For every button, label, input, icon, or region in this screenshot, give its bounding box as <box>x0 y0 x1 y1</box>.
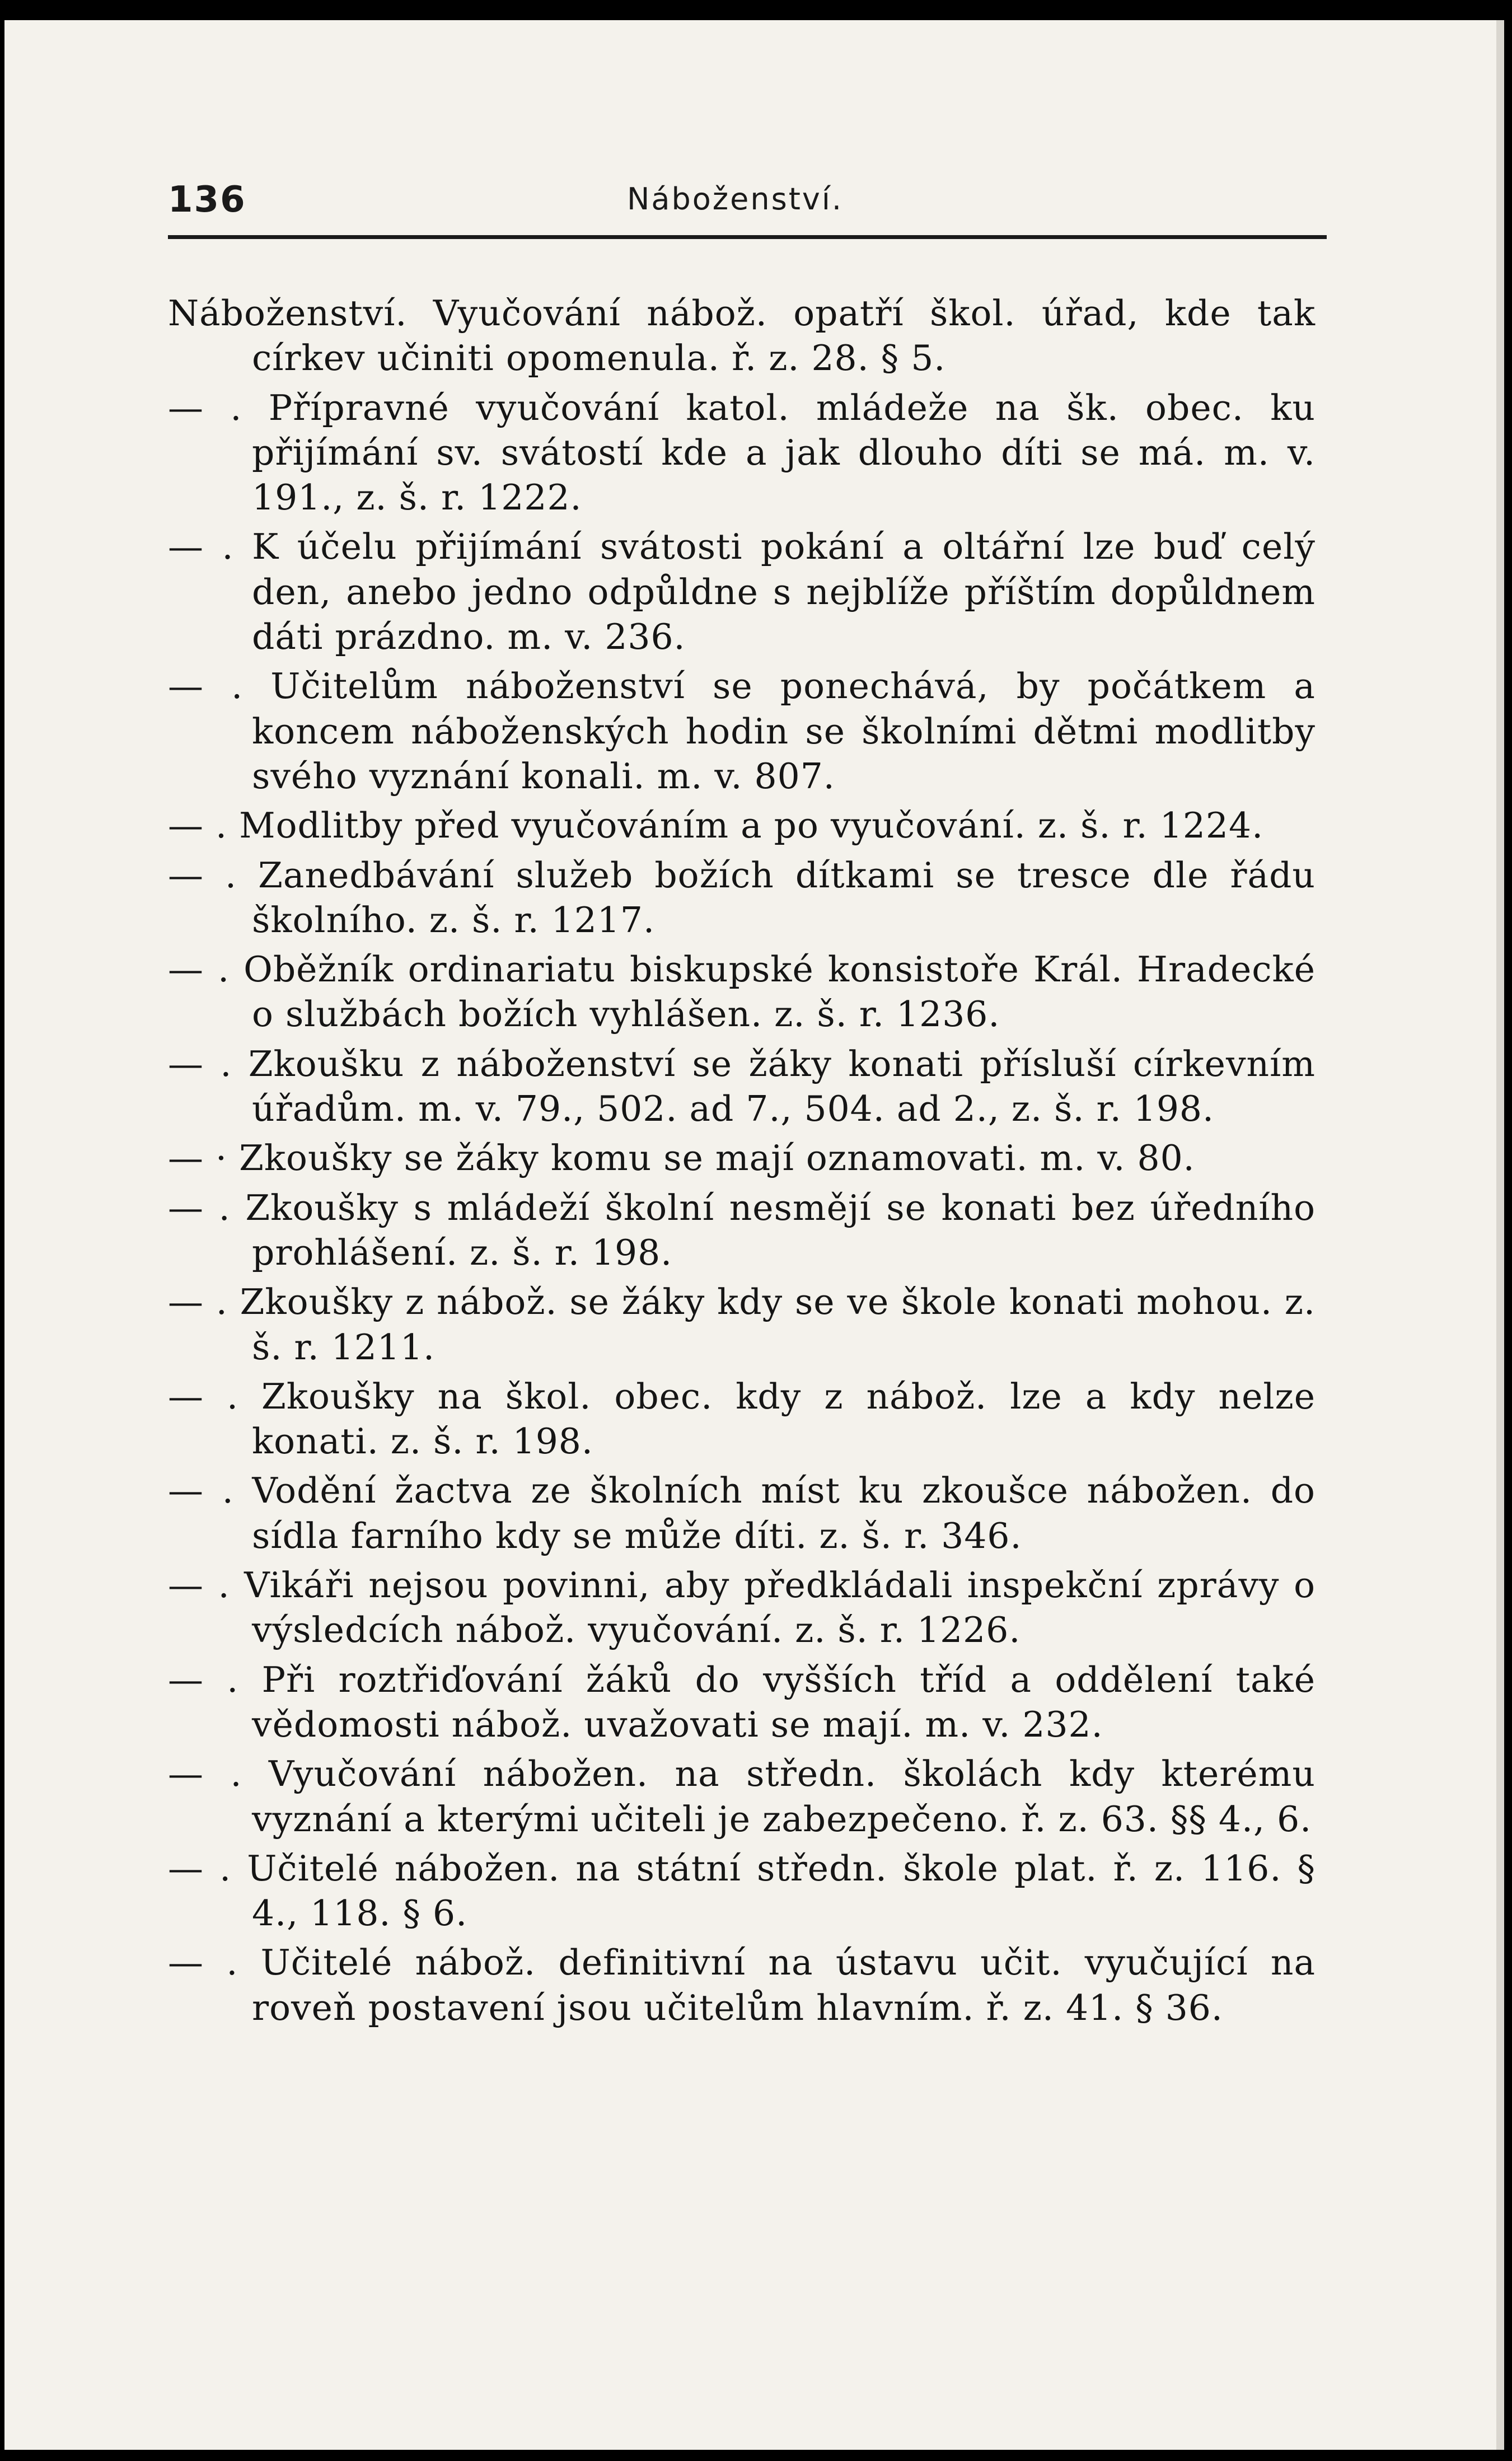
index-entry: — . Při roztřiďování žáků do vyšších tříd a oddělení také vědomosti nábož. uvažovati se mají. m. v. 232. <box>168 1659 1316 1745</box>
header-rule <box>168 235 1327 239</box>
index-entry: — . Vodění žactva ze školních míst ku zkoušce nábožen. do sídla farního kdy se může díti. z. š. r. 346. <box>168 1470 1316 1556</box>
index-entry: — . Zkoušky s mládeží školní nesmějí se konati bez úředního prohlášení. z. š. r. 198. <box>168 1187 1316 1273</box>
index-entry: — . Modlitby před vyučováním a po vyučování. z. š. r. 1224. <box>168 805 1264 846</box>
index-entry: — . Oběžník ordinariatu biskupské konsistoře Král. Hradecké o službách božích vyhlášen. z. š. r. 1236. <box>168 949 1316 1035</box>
index-entry: — . Zkoušky na škol. obec. kdy z nábož. lze a kdy nelze konati. z. š. r. 198. <box>168 1375 1316 1462</box>
index-entry: — . Zanedbávání služeb božích dítkami se tresce dle řádu školního. z. š. r. 1217. <box>168 854 1316 941</box>
index-entries <box>168 291 1316 2030</box>
index-entry: — . Učitelé nábožen. na státní středn. škole plat. ř. z. 116. § 4., 118. § 6. <box>168 1847 1316 1934</box>
index-entry: — . K účelu přijímání svátosti pokání a oltářní lze buď celý den, anebo jedno odpůldne s nejblíže příštím dopůldnem dáti prázdno. m. v. 236. <box>168 526 1316 658</box>
index-entry: Náboženství. Vyučování nábož. opatří škol. úřad, kde tak církev učiniti opomenula. ř. z. 28. § 5. <box>168 293 1316 379</box>
index-entry: — . Vyučování nábožen. na středn. školách kdy kterému vyznání a kterými učiteli je zabezpečeno. ř. z. 63. §§ 4., 6. <box>168 1753 1316 1840</box>
index-entry: — · Zkoušky se žáky komu se mají oznamovati. m. v. 80. <box>168 1138 1195 1179</box>
page-number: 136 <box>168 179 246 221</box>
index-entry: — . Zkoušky z nábož. se žáky kdy se ve škole konati mohou. z. š. r. 1211. <box>168 1281 1316 1368</box>
index-entry: — . Učitelé nábož. definitivní na ústavu učit. vyučující na roveň postavení jsou učitelům hlavním. ř. z. 41. § 36. <box>168 1942 1316 2028</box>
index-entry: — . Učitelům náboženství se ponechává, by počátkem a koncem náboženských hodin se školními dětmi modlitby svého vyznání konali. m. v. 807. <box>168 666 1316 797</box>
page-header <box>168 168 1327 235</box>
index-entry: — . Vikáři nejsou povinni, aby předkládali inspekční zprávy o výsledcích nábož. vyučování. z. š. r. 1226. <box>168 1565 1316 1651</box>
index-entry: — . Přípravné vyučování katol. mládeže na šk. obec. ku přijímání sv. svátostí kde a jak dlouho díti se má. m. v. 191., z. š. r. 1222. <box>168 387 1316 518</box>
index-entry: — . Zkoušku z náboženství se žáky konati přísluší církevním úřadům. m. v. 79., 502. ad 7., 504. ad 2., z. š. r. 198. <box>168 1043 1316 1130</box>
running-head: Náboženství. <box>627 181 844 217</box>
